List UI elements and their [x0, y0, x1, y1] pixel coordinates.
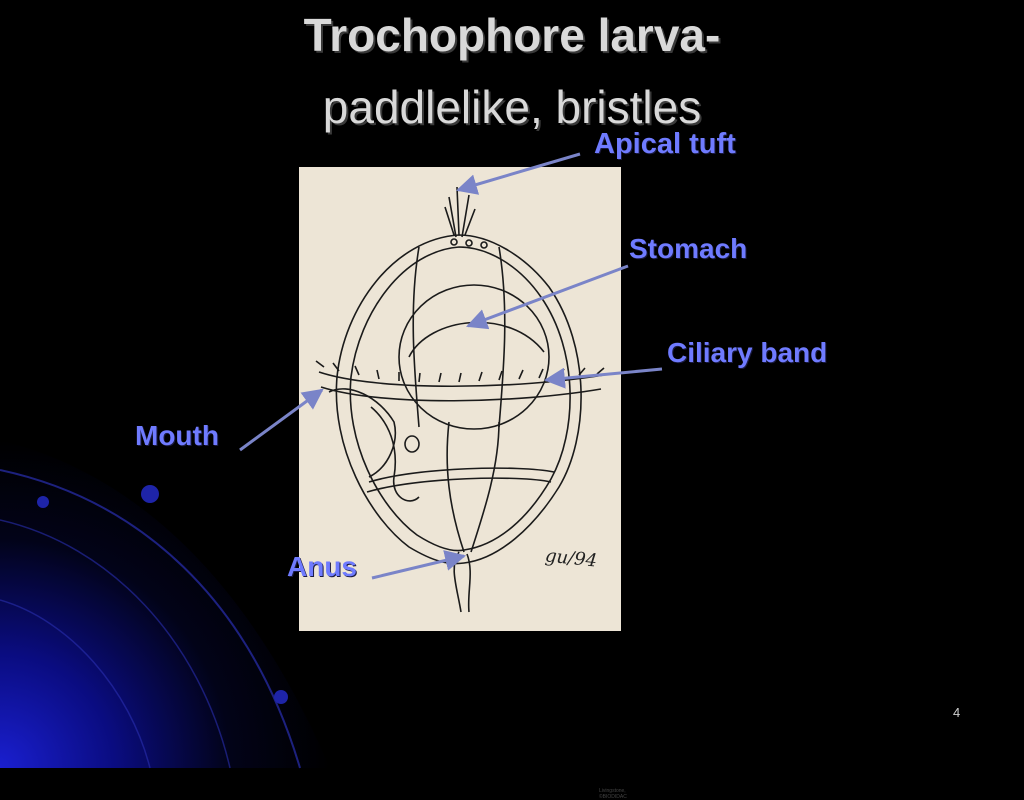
- page-number: 4: [953, 705, 961, 720]
- label-apical-tuft: Apical tuft: [594, 128, 736, 160]
- label-mouth: Mouth: [135, 420, 219, 451]
- slide-title-line1: Trochophore larva-: [303, 9, 721, 61]
- label-stomach: Stomach: [629, 233, 748, 264]
- label-anus: Anus: [287, 551, 357, 582]
- figure-credit: Livingstone, ©BIODIDAC: [599, 788, 627, 800]
- artist-signature: gu/94: [544, 545, 599, 572]
- slide-title-line2: paddlelike, bristles: [322, 81, 702, 133]
- label-ciliary-band: Ciliary band: [667, 337, 828, 368]
